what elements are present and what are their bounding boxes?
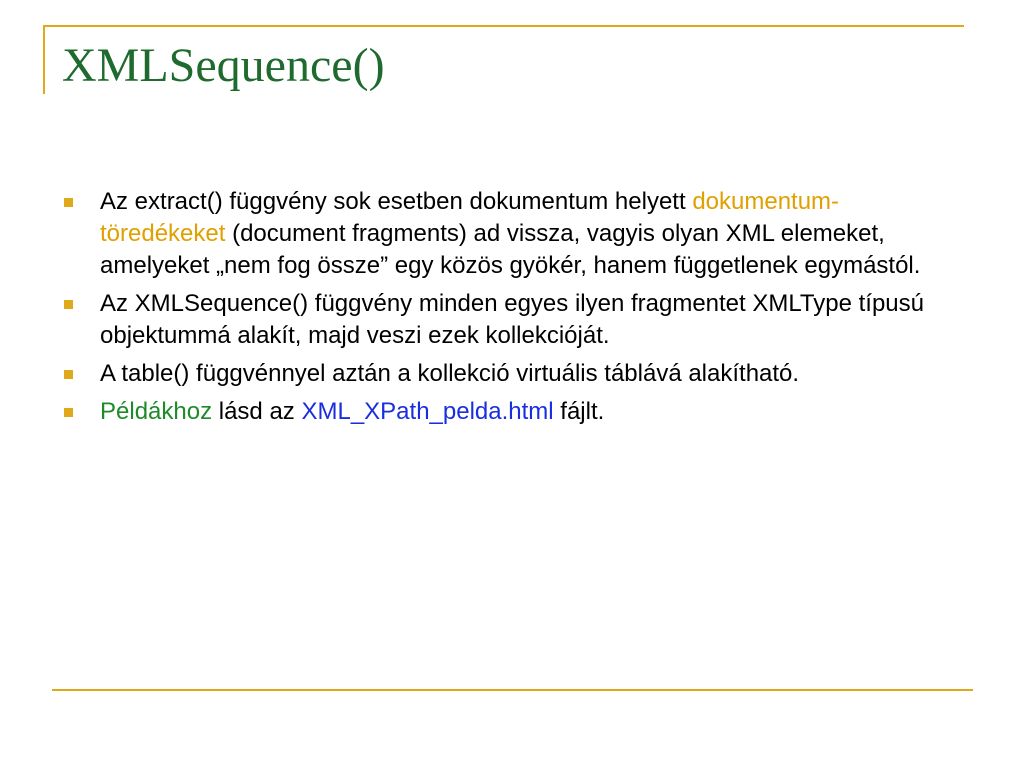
highlighted-term: dokumentum-töredékeket <box>100 188 840 247</box>
bottom-divider-line <box>52 689 973 691</box>
bullet-text: Az XMLSequence() függvény minden egyes ilyen fragmentet XMLType típusú objektummá alakít, majd veszi ezek kollekcióját. <box>100 290 925 349</box>
square-bullet-icon <box>64 408 73 417</box>
bullet-text: fájlt. <box>553 398 605 425</box>
bullet-text: (document fragments) ad vissza, vagyis olyan XML elemeket, amelyeket „nem fog össze” egy közös gyökér, hanem függetlenek egymástól. <box>100 220 921 279</box>
bullet-item <box>62 396 962 428</box>
square-bullet-icon <box>64 198 73 207</box>
file-link[interactable]: XML_XPath_pelda.html <box>301 398 554 425</box>
bullet-item <box>62 186 962 282</box>
left-divider-line <box>43 25 45 94</box>
bullet-item <box>62 358 962 390</box>
bullet-text: Az extract() függvény sok esetben dokumentum helyett <box>100 188 693 215</box>
bullet-text: lásd az <box>212 398 302 425</box>
slide-title: XMLSequence() <box>62 39 385 92</box>
square-bullet-icon <box>64 300 73 309</box>
bullet-item <box>62 288 962 352</box>
top-divider-line <box>43 25 964 27</box>
highlighted-term: Példákhoz <box>100 398 213 425</box>
bullet-text: A table() függvénnyel aztán a kollekció virtuális táblává alakítható. <box>100 360 800 387</box>
bullet-list <box>62 186 962 434</box>
square-bullet-icon <box>64 370 73 379</box>
